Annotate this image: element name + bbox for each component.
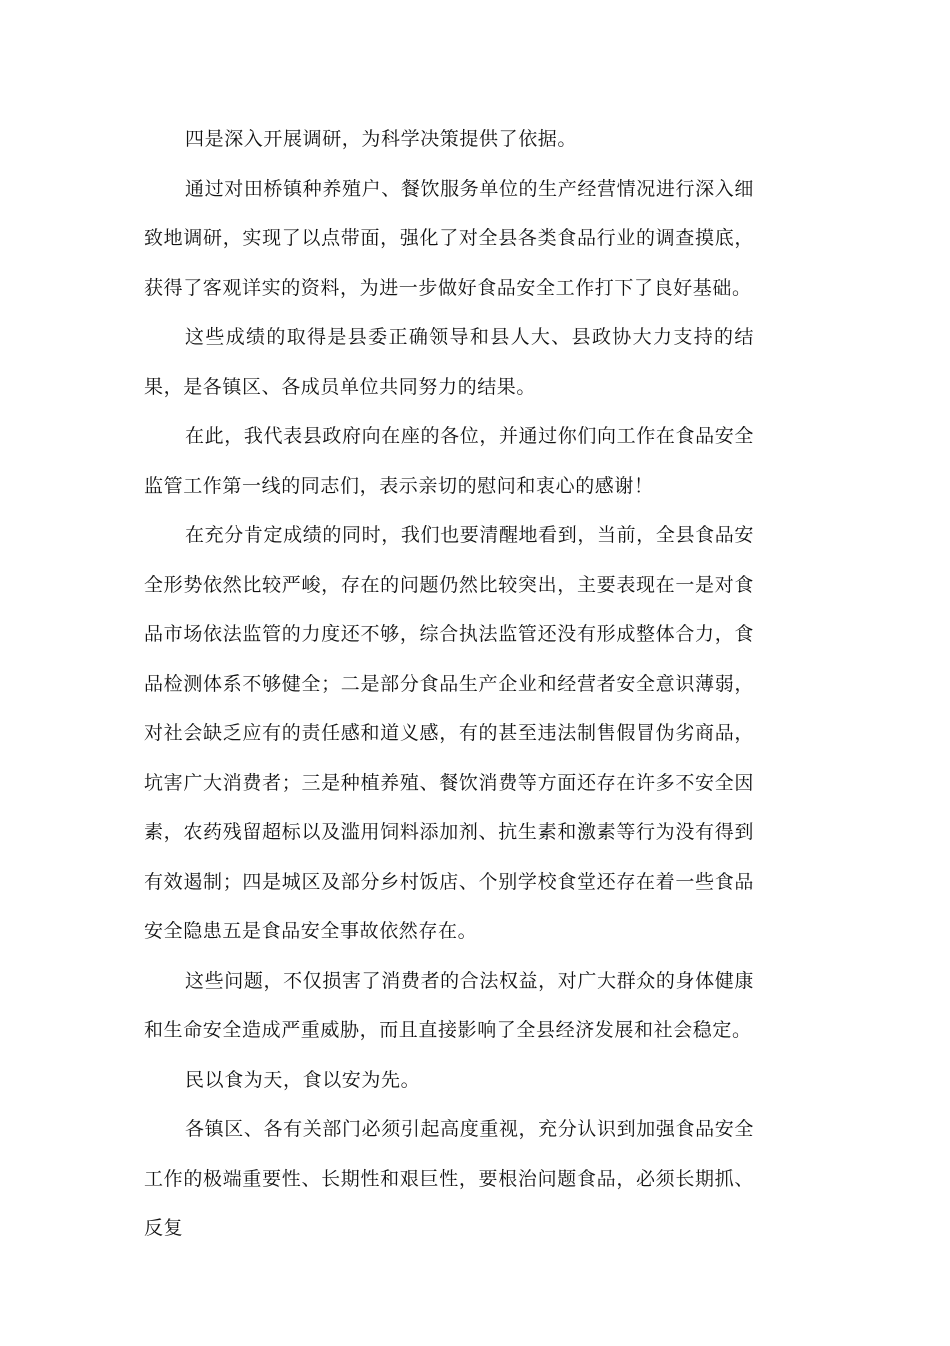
document-body bbox=[144, 115, 754, 1254]
paragraph-6: 这些问题，不仅损害了消费者的合法权益，对广大群众的身体健康和生命安全造成严重威胁，而且直接影响了全县经济发展和社会稳定。 bbox=[144, 969, 754, 1041]
paragraph-4: 在此，我代表县政府向在座的各位，并通过你们向工作在食品安全监管工作第一线的同志们，表示亲切的慰问和衷心的感谢！ bbox=[144, 425, 754, 497]
paragraph-3: 这些成绩的取得是县委正确领导和县人大、县政协大力支持的结果，是各镇区、各成员单位共同努力的结果。 bbox=[144, 326, 754, 398]
paragraph-2: 通过对田桥镇种养殖户、餐饮服务单位的生产经营情况进行深入细致地调研，实现了以点带面，强化了对全县各类食品行业的调查摸底，获得了客观详实的资料，为进一步做好食品安全工作打下了良好基础。 bbox=[144, 177, 754, 299]
paragraph-8: 各镇区、各有关部门必须引起高度重视，充分认识到加强食品安全工作的极端重要性、长期性和艰巨性，要根治问题食品，必须长期抓、反复 bbox=[144, 1118, 754, 1239]
paragraph-1: 四是深入开展调研，为科学决策提供了依据。 bbox=[185, 128, 578, 150]
paragraph-5: 在充分肯定成绩的同时，我们也要清醒地看到，当前，全县食品安全形势依然比较严峻，存在的问题仍然比较突出，主要表现在一是对食品市场依法监管的力度还不够，综合执法监管还没有形成整体合力，食品检测体系不够健全；二是部分食品生产企业和经营者安全意识薄弱，对社会缺乏应有的责任感和道义感，有的甚至违法制售假冒伪劣商品，坑害广大消费者；三是种植养殖、餐饮消费等方面还存在许多不安全因素，农药残留超标以及滥用饲料添加剂、抗生素和激素等行为没有得到有效遏制；四是城区及部分乡村饭店、个别学校食堂还存在着一些食品安全隐患五是食品安全事故依然存在。 bbox=[144, 524, 754, 942]
paragraph-7: 民以食为天，食以安为先。 bbox=[185, 1068, 421, 1091]
